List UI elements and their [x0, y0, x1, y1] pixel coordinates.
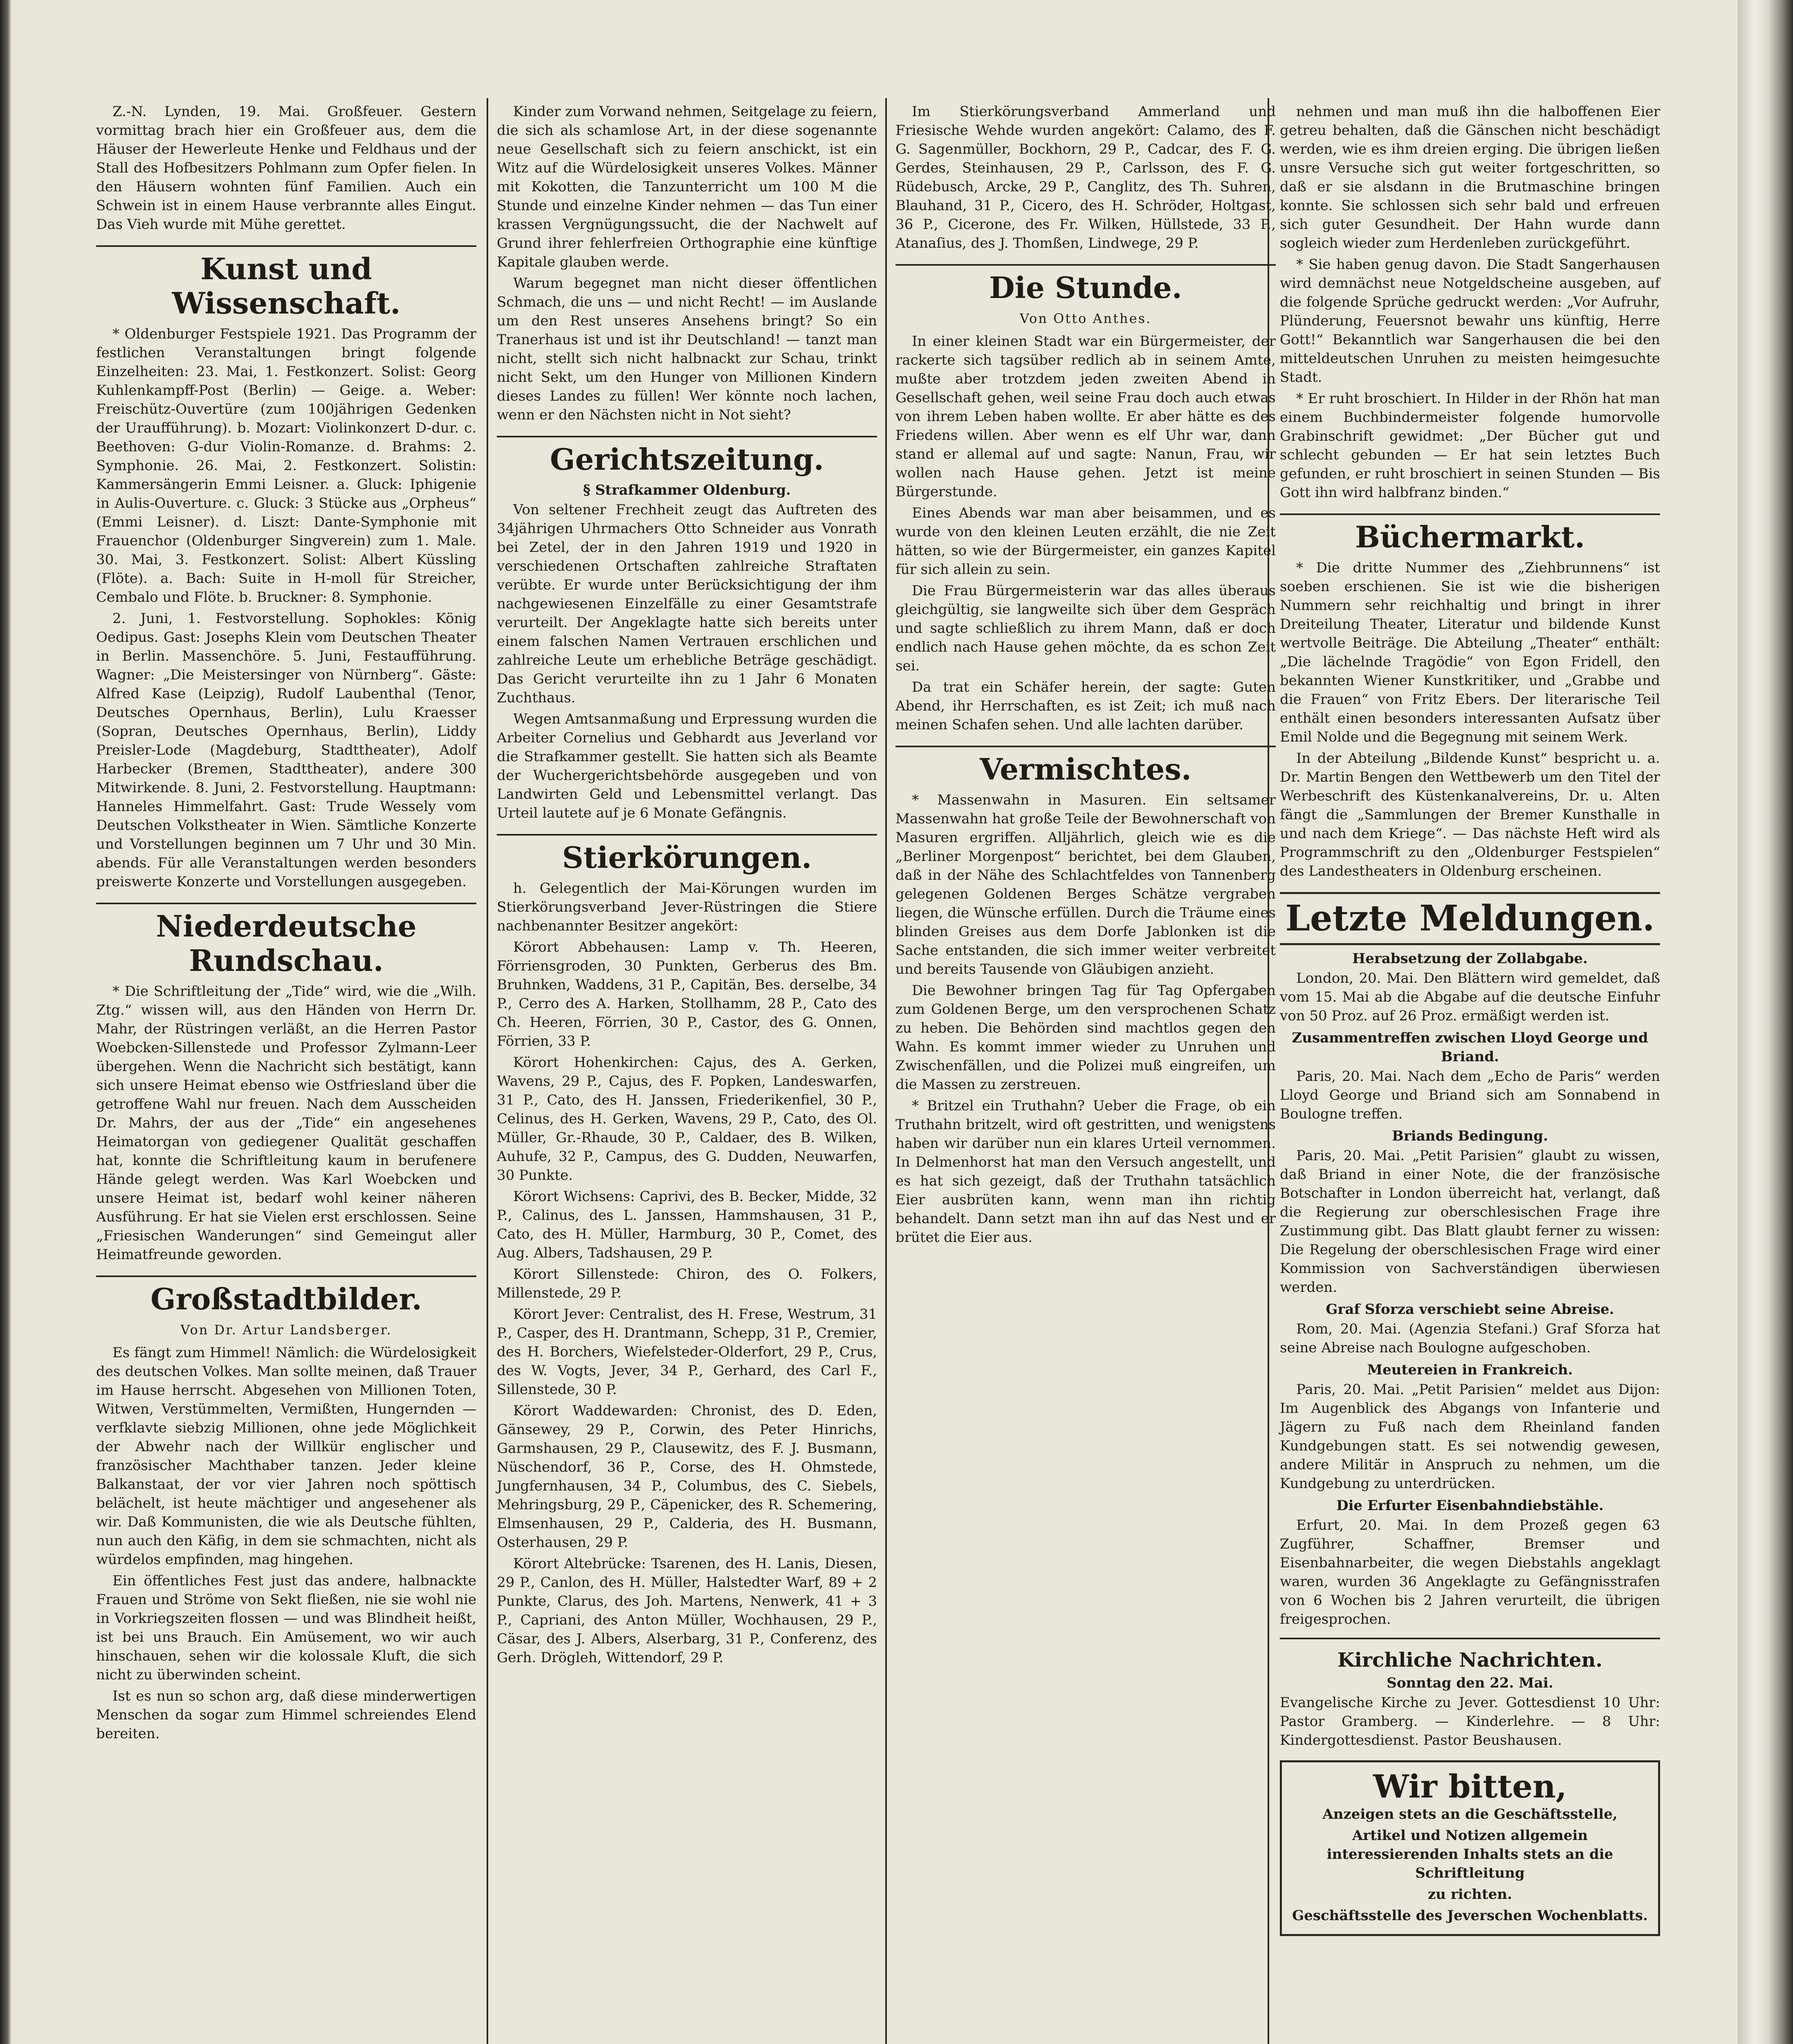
news-item: London, 20. Mai. Den Blättern wird gemeldet, daß vom 15. Mai ab die Abgabe auf die deutsche Einfuhr von 50 Proz. auf 26 Proz. ermäßigt werden ist.	[1280, 970, 1660, 1024]
notice-line: Geschäftsstelle des Jeverschen Wochenblatts.	[1292, 1907, 1648, 1924]
article-paragraph: * Er ruht broschiert. In Hilder in der Rhön hat man einem Buchbindermeister folgende humorvolle Grabinschrift gewidmet: „Der Bücher gut und schlecht gebunden — Er hat sein letztes Buch gefunden, er ruht broschiert in seinen Stunden — Bis Gott ihn wird halbfranz binden.“	[1280, 390, 1660, 501]
news-item: Paris, 20. Mai. „Petit Parisien“ meldet aus Dijon: Im Augenblick des Abgangs von Infanterie und Jägern zu Fuß nach dem Rheinland fanden Kundgebungen statt. Es sei notwendig gewesen, andere Militär in Anspruch zu nehmen, um die Kundgebung zu unterdrücken.	[1280, 1381, 1660, 1492]
subheading: Graf Sforza verschiebt seine Abreise.	[1326, 1301, 1614, 1318]
article-paragraph: In der Abteilung „Bildende Kunst“ bespricht u. a. Dr. Martin Bengen den Wettbewerb um den Titel der Werbeschrift des Küstenkanalvereins, Dr. u. Alten fängt die „Sammlungen der Bremer Kunsthalle in und nach dem Kriege“. — Das nächste Heft wird als Programmschrift zu den „Oldenburger Festspielen“ des Landestheaters in Oldenburg erscheinen.	[1280, 750, 1660, 879]
section-heading: Gerichtszeitung.	[497, 436, 877, 477]
news-item: Rom, 20. Mai. (Agenzia Stefani.) Graf Sforza hat seine Abreise nach Boulogne aufgeschoben.	[1280, 1321, 1660, 1356]
article-paragraph: Eines Abends war man aber beisammen, und es wurde von den kleinen Leuten erzählt, die nie Zeit hätten, so wie der Bürgermeister, ein ganzes Kapitel für sich allein zu sein.	[895, 505, 1276, 578]
article-paragraph: Von seltener Frechheit zeugt das Auftreten des 34jährigen Uhrmachers Otto Schneider aus Vonrath bei Zetel, der in den Jahren 1919 und 1920 in verschiedenen Ortschaften zahlreiche Straftaten verübte. Er wurde unter Berücksichtigung der ihm nachgewiesenen Einzelfälle zu einer Gesamtstrafe verurteilt. Der Angeklagte hatte sich bereits unter einem falschen Namen Vertrauen erschlichen und zahlreiche Leute um erhebliche Beträge geschädigt. Das Gericht verurteilte ihn zu 1 Jahr 6 Monaten Zuchthaus.	[497, 502, 877, 706]
article-paragraph: Es fängt zum Himmel! Nämlich: die Würdelosigkeit des deutschen Volkes. Man sollte meinen, daß Trauer im Hause herrscht. Abgesehen von Millionen Toten, Witwen, Verstümmelten, Vermißten, Hungernden — verfklavte siebzig Millionen, ohne jede Möglichkeit der Abwehr nach der Willkür englischer und französischer Machthaber tanzen. Jeder kleine Balkanstaat, der vor vier Jahren noch spöttisch belächelt, ist heute mächtiger und angesehener als wir. Daß Kommunisten, die wie als Deutsche fühlten, nun auch den Käfig, in dem sie schmachten, nicht als würdelos empfinden, mag hingehen.	[96, 1345, 476, 1568]
news-item: Z.-N. Lynden, 19. Mai. Großfeuer. Gestern vormittag brach hier ein Großfeuer aus, dem die Häuser der Hewerleute Henke und Feldhaus und der Stall des Hofbesitzers Pohlmann zum Opfer fielen. In den Häusern wohnten fünf Familien. Auch ein Schwein ist in einem Hause verbrannte alles Eingut. Das Vieh wurde mit Mühe gerettet.	[96, 103, 476, 233]
section-heading: Kirchliche Nachrichten.	[1337, 1649, 1603, 1672]
article-paragraph: Körort Jever: Centralist, des H. Frese, Westrum, 31 P., Casper, des H. Drantmann, Schepp, 31 P., Cremier, des H. Borchers, Wiefelsteder-Olderfort, 29 P., Crus, des W. Vogts, Jever, 34 P., Gerhard, des Carl F., Sillenstede, 30 P.	[497, 1306, 877, 1398]
notice-title: Wir bitten,	[1373, 1768, 1567, 1805]
subheading: § Strafkammer Oldenburg.	[583, 482, 791, 498]
article-paragraph: Körort Abbehausen: Lamp v. Th. Heeren, Förriensgroden, 30 Punkten, Gerberus des Bm. Bruhnken, Waddens, 31 P., Capitän, Bes. derselbe, 34 P., Cerro des A. Harken, Stollhamm, 28 P., Cato des Ch. Heeren, Förrien, 30 P., Castor, des G. Onnen, Förrien, 33 P.	[497, 939, 877, 1049]
article-paragraph: Wegen Amtsanmaßung und Erpressung wurden die Arbeiter Cornelius und Gebhardt aus Jeverland vor die Strafkammer gestellt. Sie hatten sich als Beamte der Wuchergerichtsbehörde ausgegeben und von Landwirten Geld und Lebensmittel verlangt. Das Urteil lautete auf je 6 Monate Gefängnis.	[497, 711, 877, 821]
subheading: Die Erfurter Eisenbahndiebstähle.	[1336, 1497, 1604, 1514]
byline: Von Dr. Artur Landsberger.	[180, 1322, 392, 1338]
article-paragraph: * Oldenburger Festspiele 1921. Das Programm der festlichen Veranstaltungen bringt folgende Einzelheiten: 23. Mai, 1. Festkonzert. Solist: Georg Kuhlenkampff-Post (Berlin) — Geige. a. Weber: Freischütz-Ouvertüre (zum 100jährigen Gedenken der Uraufführung). b. Mozart: Violinkonzert D-dur. c. Beethoven: G-dur Violin-Romanze. d. Brahms: 2. Symphonie. 26. Mai, 2. Festkonzert. Solistin: Kammersängerin Emmi Leisner. a. Gluck: Iphigenie in Aulis-Ouverture. c. Gluck: 3 Stücke aus „Orpheus“ (Emmi Leisner). d. Liszt: Dante-Symphonie mit Frauenchor (Oldenburger Singverein) zum 1. Male. 30. Mai, 3. Festkonzert. Solist: Albert Küssling (Flöte). a. Bach: Suite in H-moll für Streicher, Cembalo und Flöte. b. Bruckner: 8. Symphonie.	[96, 326, 476, 605]
news-item: Erfurt, 20. Mai. In dem Prozeß gegen 63 Zugführer, Schaffner, Bremser und Eisenbahnarbeiter, die wegen Diebstahls angeklagt waren, wurden 36 Angeklagte zu Gefängnisstrafen von 6 Wochen bis 2 Jahren verurteilt, die übrigen freigesprochen.	[1280, 1517, 1660, 1627]
article-paragraph: * Massenwahn in Masuren. Ein seltsamer Massenwahn hat große Teile der Bewohnerschaft von Masuren ergriffen. Alljährlich, gleich wie es die „Berliner Morgenpost“ berichtet, bei dem Glauben, daß in der Nähe des Schlachtfeldes von Tannenberg gelegenen Goldenen Berges Schätze vergraben liegen, die Wünsche erfüllen. Durch die Träume eines blinden Greises aus dem Dorfe Jablonken ist die Sache entstanden, die sich immer weiter verbreitet und bereits Tausende von Gläubigen anzieht.	[895, 792, 1276, 977]
news-item: Paris, 20. Mai. „Petit Parisien“ glaubt zu wissen, daß Briand in einer Note, die der französische Botschafter in London überreicht hat, verlangt, daß die Regierung zur oberschlesischen Frage ihre Zustimmung gibt. Das Blatt glaubt ferner zu wissen: Die Regelung der oberschlesischen Frage wird einer Kommission von Sachverständigen überwiesen werden.	[1280, 1148, 1660, 1295]
article-paragraph: Körort Wichsens: Caprivi, des B. Becker, Midde, 32 P., Calinus, des L. Janssen, Hammshausen, 31 P., Cato, des H. Müller, Harmburg, 30 P., Comet, des Aug. Albers, Tadshausen, 29 P.	[497, 1188, 877, 1261]
subheading: Herabsetzung der Zollabgabe.	[1352, 950, 1588, 967]
article-paragraph: * Die dritte Nummer des „Ziehbrunnens“ ist soeben erschienen. Sie ist wie die bisherigen Nummern sehr reichhaltig und bringt in ihrer Dreiteilung Theater, Literatur und bildende Kunst wertvolle Beiträge. Die Abteilung „Theater“ enthält: „Die lächelnde Tragödie“ von Egon Fridell, den bekannten Wiener Kunstkritiker, und „Grabbe und die Frauen“ von Fritz Ebers. Der literarische Teil enthält einen besonders interessanten Aufsatz über Emil Nolde und die Begegnung mit seinem Werk.	[1280, 560, 1660, 745]
article-paragraph: Körort Waddewarden: Chronist, des D. Eden, Gänsewey, 29 P., Corwin, des Peter Hinrichs, Garmshausen, 29 P., Clausewitz, des F. J. Busmann, Nüschendorf, 36 P., Corse, des H. Ohmstede, Jungfernhausen, 34 P., Columbus, des C. Siebels, Mehringsburg, 29 P., Cäpenicker, des R. Schemering, Elmsenhausen, 29 P., Calderia, des H. Busmann, Osterhausen, 29 P.	[497, 1403, 877, 1551]
byline: Von Otto Anthes.	[1019, 311, 1152, 326]
subheading: Briands Bedingung.	[1392, 1128, 1548, 1144]
notice-line: zu richten.	[1427, 1886, 1512, 1903]
news-item: Paris, 20. Mai. Nach dem „Echo de Paris“ werden Lloyd George und Briand sich am Sonnabend in Boulogne treffen.	[1280, 1068, 1660, 1122]
article-paragraph: Da trat ein Schäfer herein, der sagte: Guten Abend, ihr Herrschaften, es ist Zeit; ich muß nach meinen Schafen sehen. Und alle lachten darüber.	[895, 679, 1276, 733]
section-heading: Vermischtes.	[895, 746, 1276, 787]
section-heading: Büchermarkt.	[1280, 513, 1660, 554]
column-1	[96, 102, 476, 1746]
notice-box	[1280, 1760, 1660, 1936]
article-paragraph: Die Frau Bürgermeisterin war das alles überaus gleichgültig, sie langweilte sich über dem Gespräch und sagte schließlich zu ihrem Mann, daß er doch endlich nach Hause gehen möchte, da es schon Zeit sei.	[895, 583, 1276, 674]
article-paragraph: Ein öffentliches Fest just das andere, halbnackte Frauen und Ströme von Sekt fließen, nie sie wohl nie in Vorkriegszeiten flossen — und was Blindheit heißt, ist bei uns Brauch. Ein Amüsement, wo wir auch hinschauen, sehen wir die kolossale Kluft, die sich nicht zu überwinden scheint.	[96, 1573, 476, 1683]
article-paragraph: Körort Altebrücke: Tsarenen, des H. Lanis, Diesen, 29 P., Canlon, des H. Müller, Halstedter Warf, 89 + 2 Punkte, Clarus, des Joh. Martens, Nenwerk, 41 + 3 P., Capriani, des Anton Müller, Wochhausen, 29 P., Cäsar, des J. Albers, Alserbarg, 31 P., Conferenz, des Gerh. Drögleh, Wittendorf, 29 P.	[497, 1555, 877, 1666]
book-gutter	[0, 0, 11, 2044]
article-paragraph: nehmen und man muß ihn die halboffenen Eier getreu behalten, daß die Gänschen nicht beschädigt werden, wie es ihm dreien erging. Die übrigen ließen unsre Versuche sich gut weiter fortgeschritten, so daß er sie alsdann in die Brutmaschine bringen konnte. Sie schlossen sich sehr bald und erfreuen sich guter Gesundheit. Der Hahn wurde dann sogleich wieder zum Herdenleben zurückgeführt.	[1280, 103, 1660, 251]
church-notices	[1280, 1638, 1660, 1750]
book-spine	[1738, 0, 1793, 2044]
column-rule	[487, 98, 488, 2044]
article-paragraph: 2. Juni, 1. Festvorstellung. Sophokles: König Oedipus. Gast: Josephs Klein vom Deutschen Theater in Berlin. Massenchöre. 5. Juni, Festaufführung. Wagner: „Die Meistersinger von Nürnberg“. Gäste: Alfred Kase (Leipzig), Rudolf Laubenthal (Tenor, Deutsches Opernhaus, Berlin), Lulu Kraesser (Sopran, Deutsches Opernhaus, Berlin), Liddy Preisler-Lode (Magdeburg, Stadttheater), Adolf Harbecker (Bremen, Stadttheater), andere 300 Mitwirkende. 8. Juni, 2. Festvorstellung. Hauptmann: Hanneles Himmelfahrt. Gast: Trude Wessely vom Deutschen Volkstheater in Wien. Sämtliche Konzerte und Vorstellungen beginnen um 7 Uhr und 30 Min. abends. Für alle Veranstaltungen werden besonders preiswerte Konzerte und Vorstellungen ausgegeben.	[96, 610, 476, 890]
article-paragraph: * Sie haben genug davon. Die Stadt Sangerhausen wird demnächst neue Notgeldscheine ausgeben, auf die folgende Sprüche gedruckt werden: „Vor Aufruhr, Plünderung, Feuersnot bewahr uns künftig, Herre Gott!“ Bekanntlich war Sangerhausen die bei den mitteldeutschen Unruhen zu meisten heimgesuchte Stadt.	[1280, 256, 1660, 385]
subheading: Meutereien in Frankreich.	[1367, 1362, 1573, 1378]
article-paragraph: Körort Hohenkirchen: Cajus, des A. Gerken, Wavens, 29 P., Cajus, des F. Popken, Landeswarfen, 31 P., Cato, des H. Janssen, Friederikenfiel, 30 P., Celinus, des H. Gerken, Wavens, 29 P., Cato, des Ol. Müller, Gr.-Rhaude, 30 P., Caldaer, des B. Wilken, Auhufe, 32 P., Campus, des G. Dudden, Neuwarfen, 30 Punkte.	[497, 1054, 877, 1183]
section-heading: Großstadtbilder.	[96, 1275, 476, 1316]
article-paragraph: h. Gelegentlich der Mai-Körungen wurden im Stierkörungsverband Jever-Rüstringen die Stiere nachbenannter Besitzer angekört:	[497, 880, 877, 934]
article-paragraph: In einer kleinen Stadt war ein Bürgermeister, der rackerte sich tagsüber redlich ab in seinem Amte, mußte aber trotzdem jeden zweiten Abend in Gesellschaft gehen, weil seine Frau doch auch etwas von ihrem Leben haben wollte. Er aber hätte es des Friedens willen. Aber wenn es elf Uhr war, dann stand er allemal auf und sagte: Nanun, Frau, wir wollen nach Hause gehen. Jetzt ist meine Bürgerstunde.	[895, 333, 1276, 500]
article-paragraph: Die Bewohner bringen Tag für Tag Opfergaben zum Goldenen Berge, um den versprochenen Schatz zu heben. Die Behörden sind machtlos gegen den Wahn. Es kommt immer wieder zu Unruhen und Zwischenfällen, und die Polizei muß eingreifen, um die Massen zu zerstreuen.	[895, 982, 1276, 1093]
notice-line: Anzeigen stets an die Geschäftsstelle,	[1322, 1806, 1618, 1822]
notice-line: Artikel und Notizen allgemein interessierenden Inhalts stets an die Schriftleitung	[1326, 1827, 1613, 1881]
article-paragraph: Im Stierkörungsverband Ammerland und Friesische Wehde wurden angekört: Calamo, des F. G. Sagenmüller, Bockhorn, 29 P., Cadcar, des F. G. Gerdes, Steinhausen, 29 P., Carlsson, des F. G. Rüdebusch, Arcke, 29 P., Canglitz, des Th. Suhren, Blauhand, 31 P., Cicero, des H. Schröder, Holtgast, 36 P., Cicerone, des Fr. Wilken, Hüllstede, 33 P., Atanaſius, des J. Thomßen, Lindwege, 29 P.	[895, 103, 1276, 251]
section-heading: Kunst und Wissenschaft.	[96, 245, 476, 320]
article-paragraph: Kinder zum Vorwand nehmen, Seitgelage zu feiern, die sich als schamlose Art, in der diese sogenannte neue Gesellschaft sich zu feiern anschickt, ist ein Witz auf die Würdelosigkeit unseres Volkes. Männer mit Kokotten, die Tanzunterricht um 100 M die Stunde und einzelne Kinder nehmen — das Tun einer krassen Vergnügungssucht, die der Nachwelt auf Grund ihrer fehlerfreien Orthographie eine künftige Kapitale glauben werde.	[497, 103, 877, 270]
article-paragraph: Warum begegnet man nicht dieser öffentlichen Schmach, die uns — und nicht Recht! — im Auslande um den Rest unseres Ansehens bringt? So ein Tranerhaus ist und ist ihr Deutschland! — tanzt man nicht, stellt sich nicht halbnackt zur Schau, trinkt nicht Sekt, um den Hunger von Millionen Kindern dieses Landes zu füllen! Wer könnte noch lachen, wenn er den Nächsten nicht in Not sieht?	[497, 275, 877, 423]
church-notice: Evangelische Kirche zu Jever. Gottesdienst 10 Uhr: Pastor Gramberg. — Kinderlehre. — 8 Uhr: Kindergottesdienst. Pastor Beushausen.	[1280, 1694, 1660, 1748]
article-paragraph: Körort Sillenstede: Chiron, des O. Folkers, Millenstede, 29 P.	[497, 1266, 877, 1301]
column-4	[1280, 102, 1660, 1936]
article-paragraph: * Britzel ein Truthahn? Ueber die Frage, ob ein Truthahn britzelt, wird oft gestritten, und wenigstens haben wir darüber nun ein klares Urteil vernommen. In Delmenhorst hat man den Versuch angestellt, und es hat sich gezeigt, daß der Truthahn tatsächlich Eier ausbrüten kann, wenn man ihn richtig behandelt. Dann setzt man ihn auf das Nest und er brütet die Eier aus.	[895, 1098, 1276, 1246]
section-heading: Die Stunde.	[895, 264, 1276, 305]
column-3	[895, 102, 1276, 1249]
article-paragraph: Ist es nun so schon arg, daß diese minderwertigen Menschen da sogar zum Himmel schreiendes Elend bereiten.	[96, 1688, 476, 1742]
subheading: Zusammentreffen zwischen Lloyd George und Briand.	[1292, 1030, 1648, 1065]
section-heading: Letzte Meldungen.	[1280, 892, 1660, 945]
section-heading: Niederdeutsche Rundschau.	[96, 903, 476, 978]
subheading: Sonntag den 22. Mai.	[1387, 1675, 1553, 1691]
column-rule	[885, 98, 887, 2044]
section-heading: Stierkörungen.	[497, 834, 877, 875]
column-2	[497, 102, 877, 1670]
article-paragraph: * Die Schriftleitung der „Tide“ wird, wie die „Wilh. Ztg.“ wissen will, aus den Händen von Herrn Dr. Mahr, der Rüstringen verläßt, an die Herren Pastor Woebcken-Sillenstede und Professor Zylmann-Leer übergehen. Wenn die Nachricht sich bestätigt, kann sich unsere Heimat ebenso wie Ostfriesland über die getroffene Wahl nur freuen. Nach dem Ausscheiden Dr. Mahrs, der aus der „Tide“ ein angesehenes Heimatorgan von gediegener Qualität geschaffen hat, konnte die Schriftleitung kaum in berufenere Hände gelegt werden. Was Karl Woebcken und unsere Heimat ist, bedarf wohl keiner näheren Ausführung. Er hat sie Vielen erst erschlossen. Seine „Friesischen Wanderungen“ sind Gemeingut aller Heimatfreunde geworden.	[96, 983, 476, 1263]
